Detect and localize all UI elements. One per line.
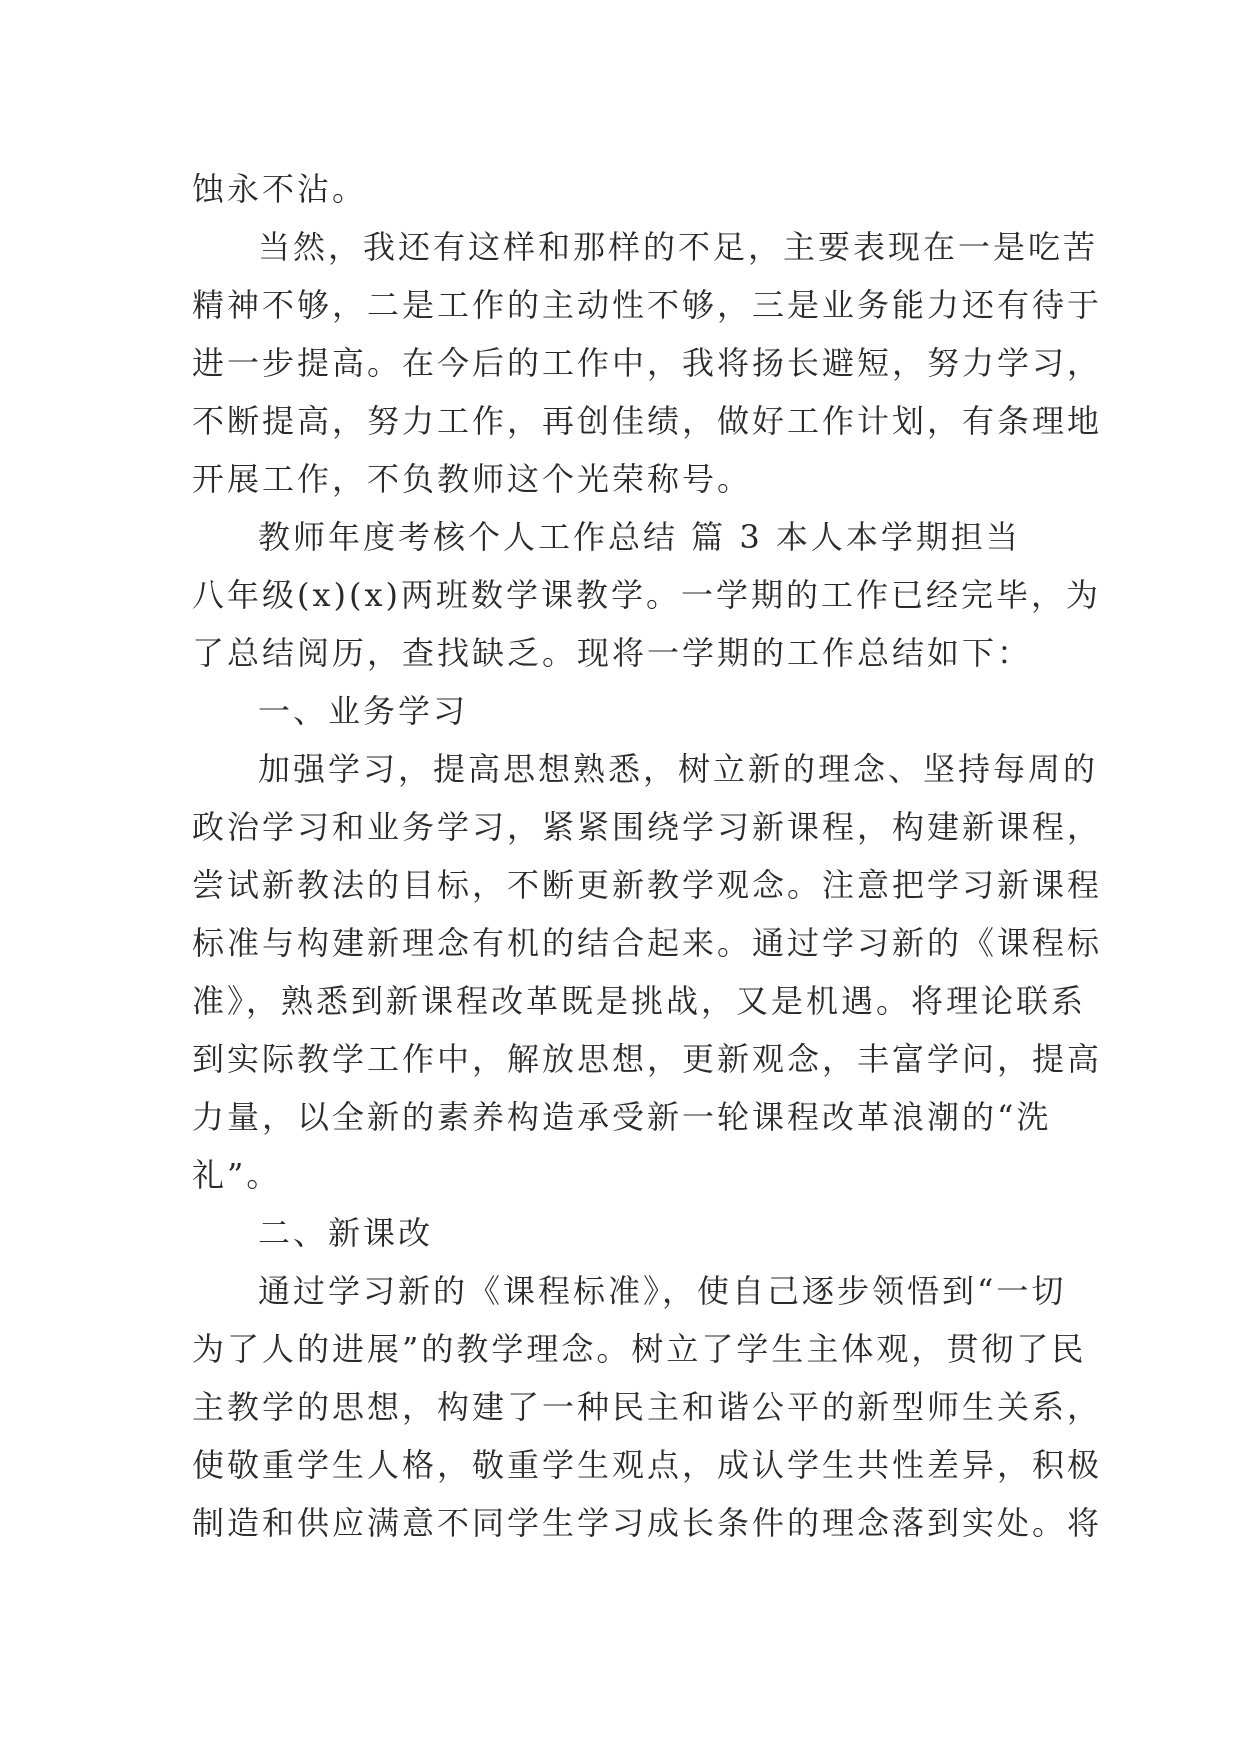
text-line: 蚀永不沾。 — [192, 170, 368, 208]
text-line: 制造和供应满意不同学生学习成长条件的理念落到实处。将 — [192, 1504, 1103, 1542]
text-line: 主教学的思想，构建了一种民主和谐公平的新型师生关系， — [192, 1388, 1103, 1426]
paragraph-start-line: 通过学习新的《课程标准》，使自己逐步领悟到“一切 — [258, 1272, 1067, 1310]
heading-new-curriculum-reform: 二、新课改 — [258, 1214, 434, 1252]
text-line: 进一步提高。在今后的工作中，我将扬长避短，努力学习， — [192, 344, 1103, 382]
heading-business-study: 一、业务学习 — [258, 692, 469, 730]
text-line: 尝试新教法的目标，不断更新教学观念。注意把学习新课程 — [192, 866, 1103, 904]
section-title-line: 教师年度考核个人工作总结 篇 3 本人本学期担当 — [258, 518, 1021, 556]
text-line: 力量，以全新的素养构造承受新一轮课程改革浪潮的“洗 — [192, 1098, 1052, 1136]
text-line: 礼”。 — [192, 1156, 282, 1194]
text-line: 不断提高，努力工作，再创佳绩，做好工作计划，有条理地 — [192, 402, 1103, 440]
text-line: 使敬重学生人格，敬重学生观点，成认学生共性差异，积极 — [192, 1446, 1103, 1484]
text-line: 开展工作，不负教师这个光荣称号。 — [192, 460, 753, 498]
text-line: 政治学习和业务学习，紧紧围绕学习新课程，构建新课程， — [192, 808, 1103, 846]
text-line: 准》，熟悉到新课程改革既是挑战，又是机遇。将理论联系 — [192, 982, 1087, 1020]
text-line: 到实际教学工作中，解放思想，更新观念，丰富学问，提高 — [192, 1040, 1103, 1078]
text-line: 精神不够，二是工作的主动性不够，三是业务能力还有待于 — [192, 286, 1103, 324]
text-line: 为了人的进展”的教学理念。树立了学生主体观，贯彻了民 — [192, 1330, 1087, 1368]
text-line: 了总结阅历，查找缺乏。现将一学期的工作总结如下： — [192, 634, 1033, 672]
text-line: 八年级(x)(x)两班数学课教学。一学期的工作已经完毕，为 — [192, 576, 1102, 614]
paragraph-start-line: 加强学习，提高思想熟悉，树立新的理念、坚持每周的 — [258, 750, 1099, 788]
body-text — [192, 160, 1103, 1552]
text-line: 标准与构建新理念有机的结合起来。通过学习新的《课程标 — [192, 924, 1103, 962]
paragraph-start-line: 当然，我还有这样和那样的不足，主要表现在一是吃苦 — [258, 228, 1099, 266]
